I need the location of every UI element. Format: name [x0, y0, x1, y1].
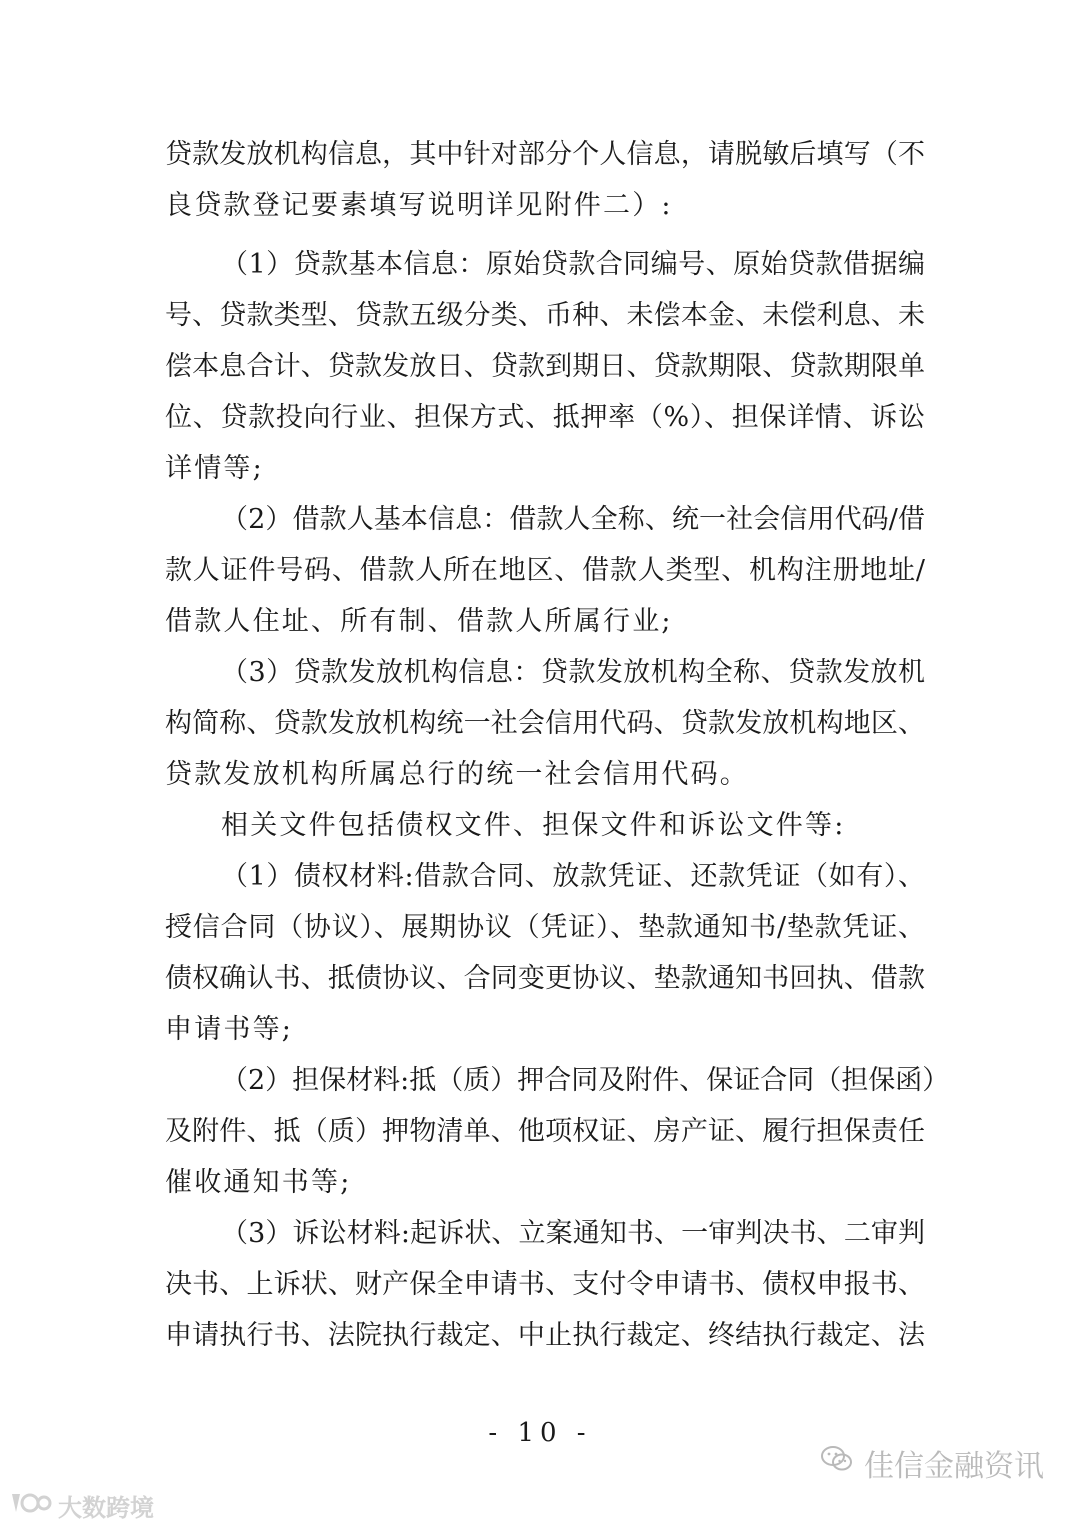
text-line: 催收通知书等; — [165, 1167, 352, 1198]
text-line: 授信合同（协议）、展期协议（凭证）、垫款通知书/垫款凭证、 — [165, 912, 925, 943]
text-line: 决书、上诉状、财产保全申请书、支付令申请书、债权申报书、 — [165, 1269, 925, 1300]
logo-mark-icon — [8, 1490, 52, 1522]
page-number: - 10 - — [488, 1418, 592, 1448]
text-line: 贷款发放机构信息，其中针对部分个人信息，请脱敏后填写（不 — [165, 139, 925, 170]
text-line: 相关文件包括债权文件、担保文件和诉讼文件等: — [221, 810, 846, 841]
text-line: （3）贷款发放机构信息：贷款发放机构全称、贷款发放机 — [221, 657, 925, 688]
text-line: （3）诉讼材料:起诉状、立案通知书、一审判决书、二审判 — [221, 1218, 925, 1249]
watermark-label: 佳信金融资讯 — [864, 1449, 1044, 1484]
text-line: 债权确认书、抵债协议、合同变更协议、垫款通知书回执、借款 — [165, 963, 925, 994]
text-line: 申请书等; — [165, 1014, 294, 1045]
text-line: 号、贷款类型、贷款五级分类、币种、未偿本金、未偿利息、未 — [165, 300, 925, 331]
text-line: 贷款发放机构所属总行的统一社会信用代码。 — [165, 759, 749, 790]
watermark-left — [8, 1488, 154, 1523]
text-line: 偿本息合计、贷款发放日、贷款到期日、贷款期限、贷款期限单 — [165, 351, 925, 382]
watermark-right — [820, 1441, 1044, 1485]
text-line: （2）借款人基本信息：借款人全称、统一社会信用代码/借 — [221, 504, 925, 535]
wechat-icon — [820, 1444, 854, 1482]
text-line: 详情等; — [165, 453, 264, 484]
text-line: 借款人住址、所有制、借款人所属行业; — [165, 606, 673, 637]
text-line: （1）债权材料:借款合同、放款凭证、还款凭证（如有）、 — [221, 861, 925, 892]
text-line: 构简称、贷款发放机构统一社会信用代码、贷款发放机构地区、 — [165, 708, 925, 739]
text-line: （1）贷款基本信息：原始贷款合同编号、原始贷款借据编 — [221, 249, 925, 280]
text-line: 申请执行书、法院执行裁定、中止执行裁定、终结执行裁定、法 — [165, 1320, 925, 1351]
text-line: （2）担保材料:抵（质）押合同及附件、保证合同（担保函） — [221, 1065, 950, 1096]
text-line: 位、贷款投向行业、担保方式、抵押率（%）、担保详情、诉讼 — [165, 402, 925, 433]
text-line: 良贷款登记要素填写说明详见附件二）: — [165, 190, 673, 221]
text-line: 及附件、抵（质）押物清单、他项权证、房产证、履行担保责任 — [165, 1116, 925, 1147]
watermark-label: 大数跨境 — [58, 1494, 154, 1522]
text-line: 款人证件号码、借款人所在地区、借款人类型、机构注册地址/ — [165, 555, 925, 586]
